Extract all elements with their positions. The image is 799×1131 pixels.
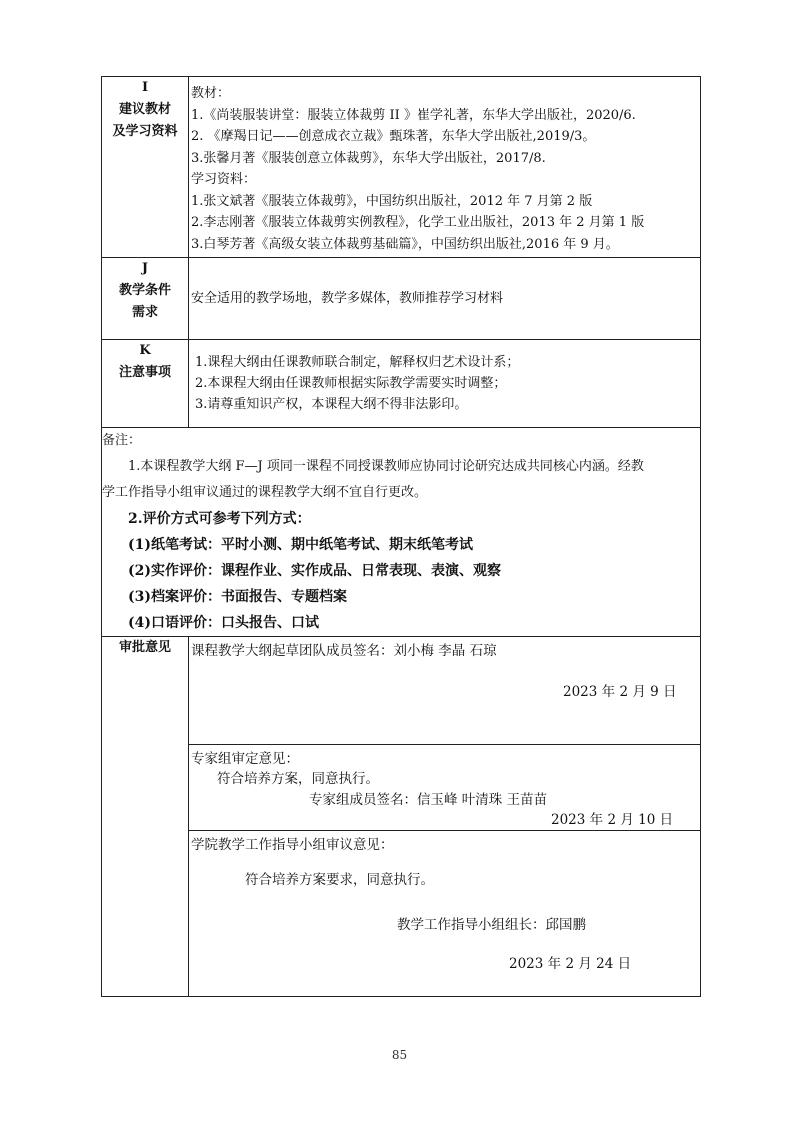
materials-line: 2. 《摩羯日记——创意成衣立裁》甄珠著，东华大学出版社,2019/3。 [191, 129, 596, 144]
college-leader: 教学工作指导小组组长：邱国鹏 [397, 917, 586, 933]
evaluation-item: (4)口语评价：口头报告、口试 [128, 615, 319, 631]
notes-label [102, 340, 189, 428]
syllabus-table [101, 76, 701, 997]
materials-line: 2.李志刚著《服装立体裁剪实例教程》，化学工业出版社，2013 年 2 月第 1 版 [191, 215, 645, 230]
notes-line: 2.本课程大纲由任课教师根据实际教学需要实时调整； [195, 376, 507, 391]
conditions-content [189, 258, 701, 340]
expert-cell [189, 745, 701, 831]
expert-title: 专家组审定意见： [191, 751, 299, 767]
conditions-label [102, 258, 189, 340]
materials-label-line-2: 及学习资料 [112, 124, 178, 139]
college-title: 学院教学工作指导小组审议意见： [191, 837, 394, 853]
notes-line: 1.课程大纲由任课教师联合制定，解释权归艺术设计系； [195, 355, 520, 370]
conditions-label-line-1: 教学条件 [118, 283, 171, 298]
expert-signature: 专家组成员签名：信玉峰 叶清珠 王苗苗 [309, 792, 548, 808]
materials-content [189, 77, 701, 258]
notes-line: 3.请尊重知识产权，本课程大纲不得非法影印。 [195, 397, 468, 412]
expert-row [102, 745, 701, 831]
college-date: 2023 年 2 月 24 日 [509, 956, 632, 972]
materials-line: 1.《尚装服装讲堂：服装立体裁剪 II 》崔学礼著，东华大学出版社，2020/6. [191, 107, 636, 123]
notes-letter: K [139, 343, 151, 358]
page-number: 85 [391, 1048, 408, 1062]
materials-row [102, 77, 701, 258]
materials-label-line-1: 建议教材 [118, 102, 171, 117]
evaluation-item: (2)实作评价：课程作业、实作成品、日常表现、表演、观察 [128, 563, 501, 579]
approval-label: 审批意见 [102, 637, 189, 997]
materials-line: 学习资料： [191, 172, 257, 187]
materials-line: 教材： [191, 86, 231, 101]
remarks-paragraph-1: 1.本课程教学大纲 F—J 项同一课程不同授课教师应协同讨论研究达成共同核心内涵。经教 [128, 459, 644, 474]
college-opinion: 符合培养方案要求，同意执行。 [245, 872, 434, 888]
conditions-text: 安全适用的教学场地，教学多媒体，教师推荐学习材料 [191, 290, 504, 306]
conditions-row [102, 258, 701, 340]
college-cell [189, 831, 701, 997]
drafting-date: 2023 年 2 月 9 日 [563, 684, 677, 700]
materials-label [102, 77, 189, 258]
expert-opinion: 符合培养方案，同意执行。 [217, 771, 379, 787]
materials-line: 3.张馨月著《服装创意立体裁剪》，东华大学出版社，2017/8. [191, 150, 546, 166]
college-row [102, 831, 701, 997]
drafting-cell [189, 637, 701, 745]
remarks-row [102, 428, 701, 637]
materials-line: 1.张文斌著《服装立体裁剪》，中国纺织出版社，2012 年 7 月第 2 版 [191, 193, 593, 209]
remarks-cell [102, 428, 701, 637]
notes-row [102, 340, 701, 428]
conditions-letter: J [141, 261, 149, 276]
evaluation-item: (1)纸笔考试：平时小测、期中纸笔考试、期末纸笔考试 [128, 537, 473, 553]
notes-content [189, 340, 701, 428]
expert-date: 2023 年 2 月 10 日 [551, 812, 674, 828]
remarks-paragraph-1-cont: 学工作指导小组审议通过的课程教学大纲不宜自行更改。 [102, 485, 428, 500]
evaluation-heading: 2.评价方式可参考下列方式： [128, 511, 311, 527]
conditions-label-line-2: 需求 [131, 305, 158, 320]
drafting-row [102, 637, 701, 745]
evaluation-item: (3)档案评价：书面报告、专题档案 [128, 589, 347, 605]
remarks-title: 备注： [102, 433, 142, 448]
materials-letter: I [141, 80, 149, 95]
materials-line: 3.白琴芳著《高级女装立体裁剪基础篇》，中国纺织出版社,2016 年 9 月。 [191, 236, 619, 252]
drafting-signature: 课程教学大纲起草团队成员签名：刘小梅 李晶 石琼 [191, 643, 497, 659]
notes-label-line-1: 注意事项 [118, 365, 171, 380]
